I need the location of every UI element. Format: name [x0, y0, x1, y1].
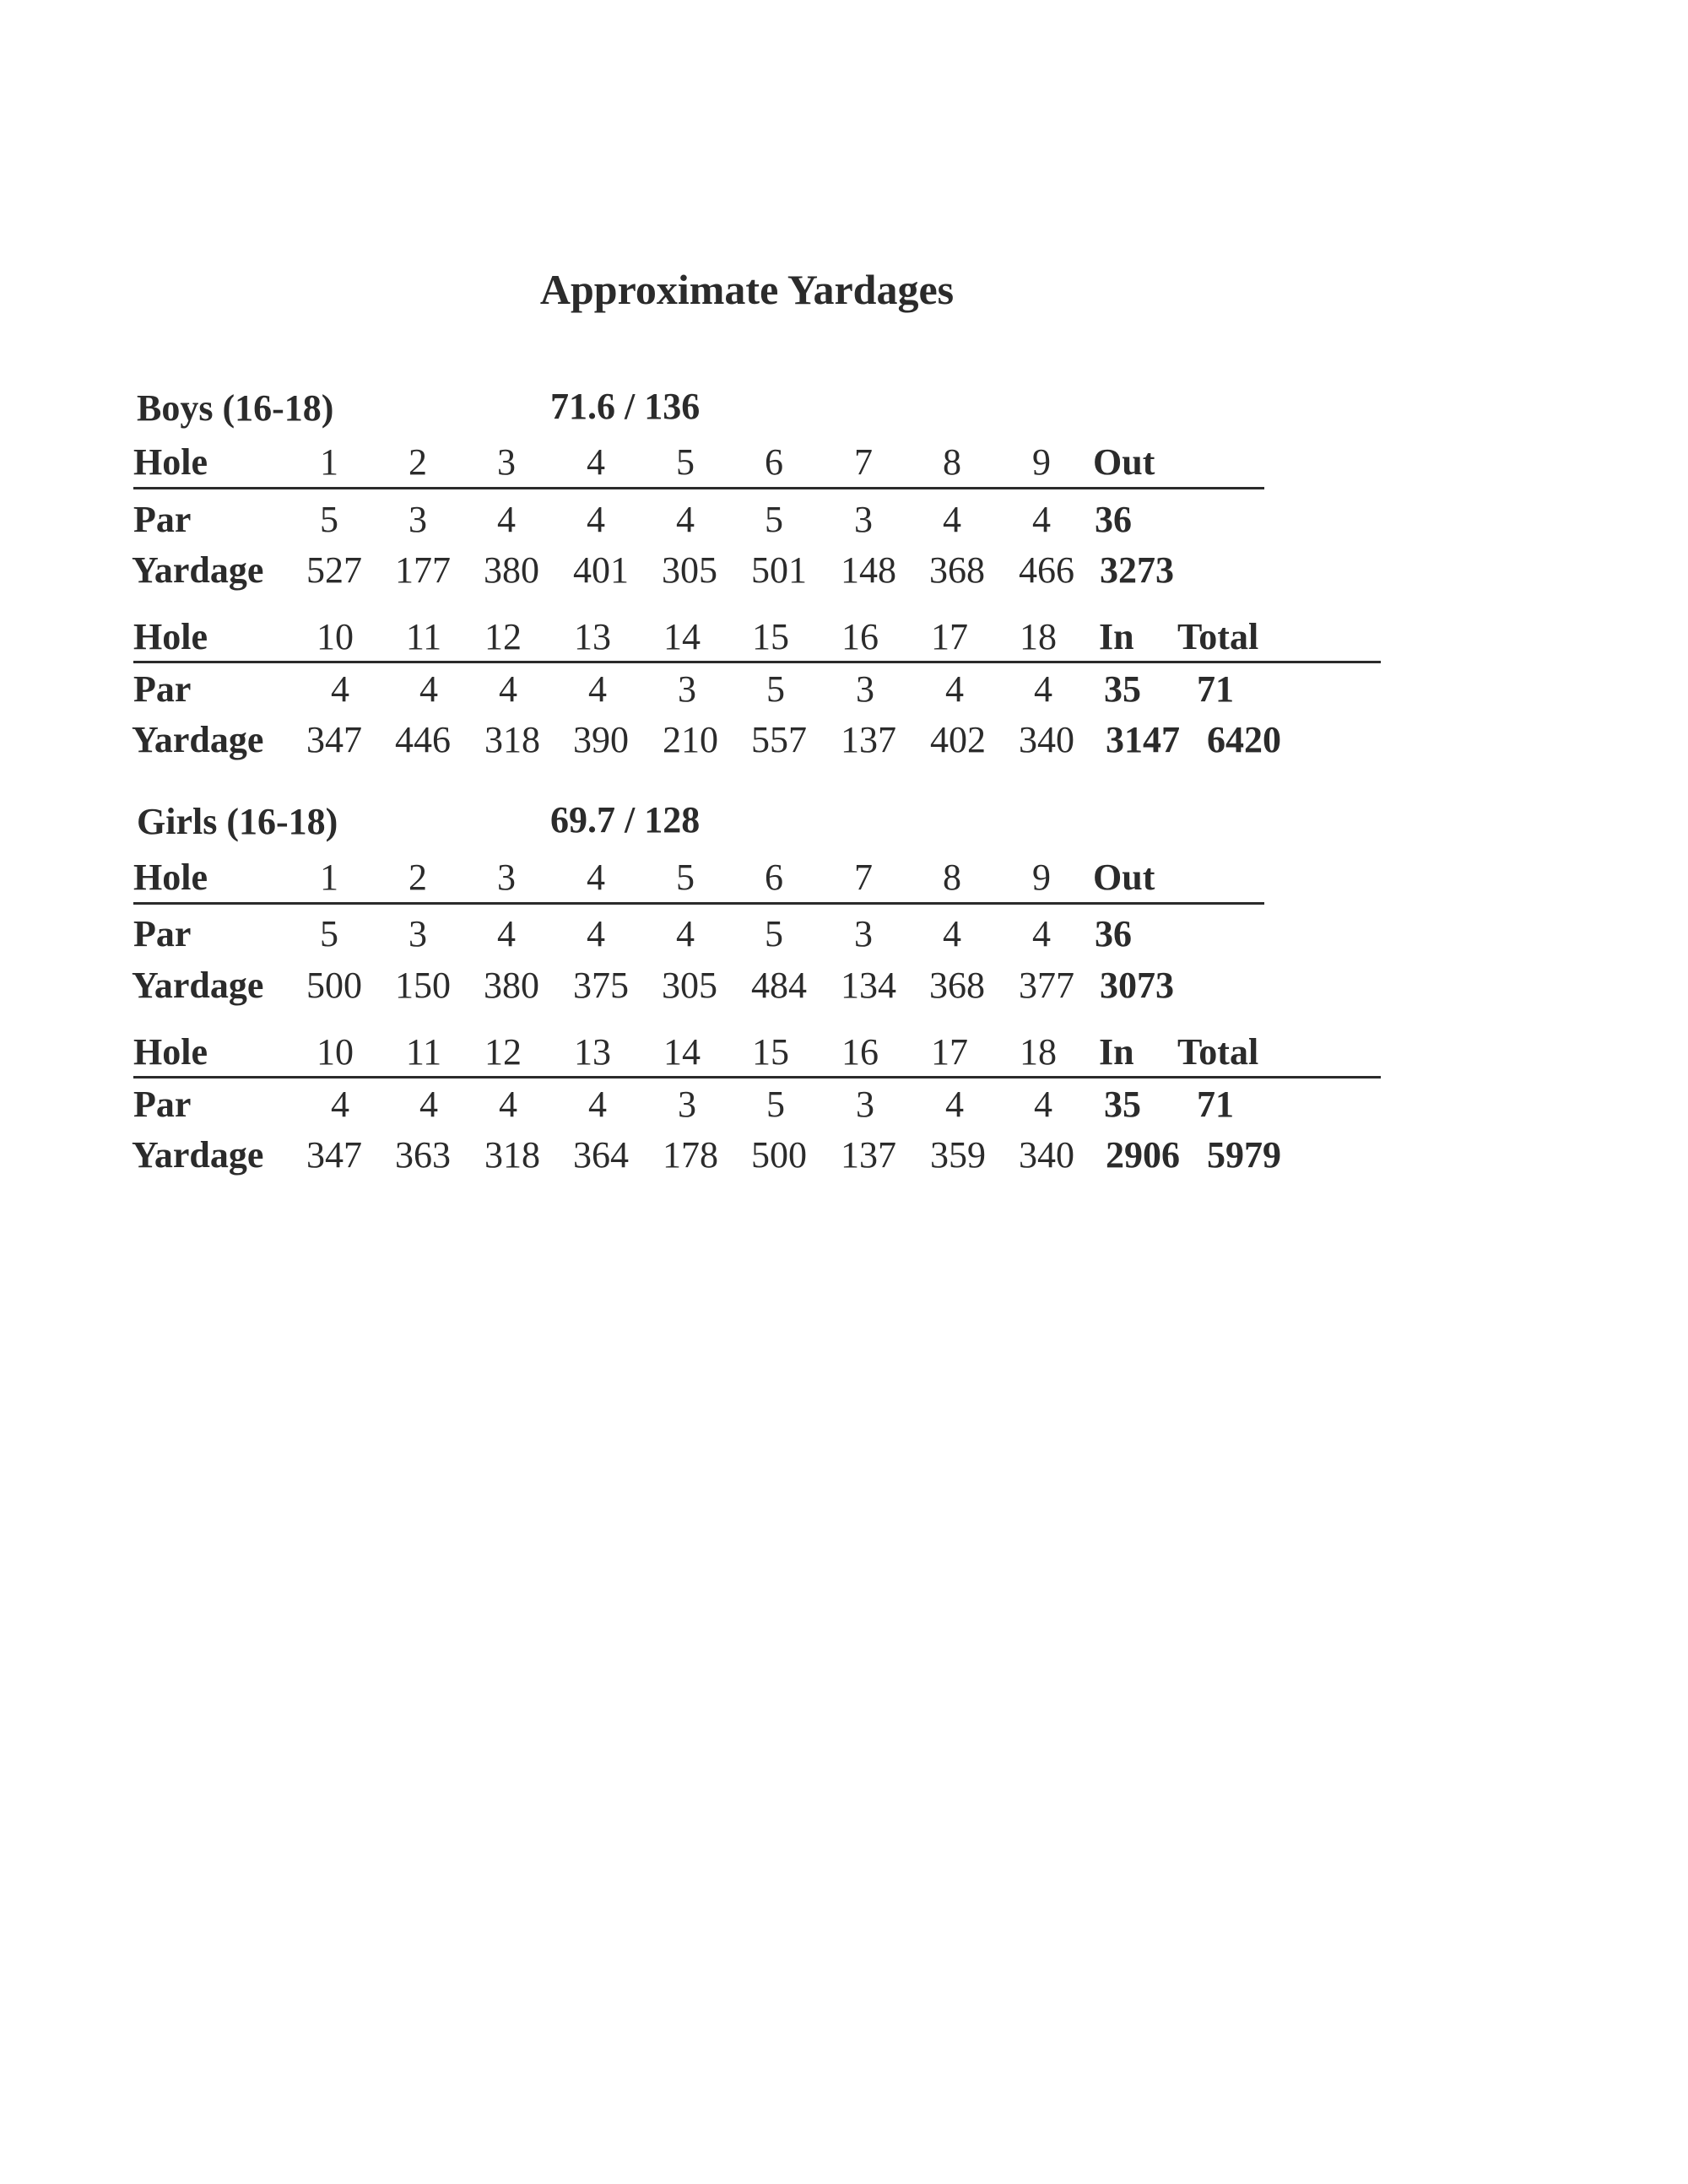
- par-value: 4: [943, 913, 961, 954]
- hole-number: 15: [752, 1031, 789, 1073]
- yardage-total: 6420: [1207, 719, 1281, 760]
- hole-number: 4: [587, 857, 605, 898]
- par-label: Par: [133, 1084, 192, 1125]
- back-yardage-row: [0, 1134, 1688, 1179]
- par-value: 5: [765, 913, 783, 954]
- hole-label: Hole: [133, 616, 208, 657]
- hole-number: 1: [320, 441, 338, 483]
- front-hole-row: [0, 859, 1688, 901]
- par-value: 4: [419, 1084, 438, 1125]
- yardage-value: 527: [306, 549, 362, 591]
- par-value: 4: [1034, 1084, 1052, 1125]
- front-hole-row: [0, 441, 1688, 486]
- yardage-value: 363: [395, 1134, 451, 1176]
- yardage-value: 368: [929, 965, 985, 1006]
- par-value: 3: [856, 668, 874, 710]
- hole-number: 10: [316, 1031, 354, 1073]
- par-value: 4: [497, 913, 516, 954]
- course-rating: 69.7 / 128: [550, 799, 701, 841]
- header-rule: [133, 487, 1264, 489]
- hole-number: 7: [854, 441, 873, 483]
- par-value: 4: [943, 499, 961, 540]
- yardage-value: 375: [573, 965, 629, 1006]
- total-label: Total: [1177, 1031, 1259, 1073]
- hole-number: 9: [1032, 857, 1051, 898]
- in-label: In: [1099, 1031, 1134, 1073]
- yardage-value: 380: [484, 965, 539, 1006]
- front-yardage-row: [0, 549, 1688, 594]
- yardage-label: Yardage: [132, 1134, 264, 1176]
- hole-number: 18: [1020, 616, 1057, 657]
- par-in: 35: [1104, 668, 1141, 710]
- par-value: 5: [766, 668, 785, 710]
- par-label: Par: [133, 499, 192, 540]
- yardage-value: 177: [395, 549, 451, 591]
- yardage-value: 402: [930, 719, 986, 760]
- hole-number: 16: [841, 1031, 879, 1073]
- par-value: 4: [331, 668, 349, 710]
- yardage-value: 368: [929, 549, 985, 591]
- yardage-value: 178: [663, 1134, 718, 1176]
- yardage-out: 3273: [1100, 549, 1174, 591]
- hole-number: 1: [320, 857, 338, 898]
- par-value: 4: [499, 1084, 517, 1125]
- hole-number: 14: [663, 616, 701, 657]
- hole-number: 8: [943, 857, 961, 898]
- hole-number: 11: [405, 616, 442, 657]
- page-title: Approximate Yardages: [539, 266, 955, 313]
- yardage-value: 377: [1019, 965, 1074, 1006]
- yardage-value: 380: [484, 549, 539, 591]
- hole-number: 13: [574, 616, 611, 657]
- par-value: 4: [587, 913, 605, 954]
- par-value: 4: [945, 1084, 964, 1125]
- yardage-value: 137: [841, 719, 896, 760]
- hole-number: 4: [587, 441, 605, 483]
- par-value: 4: [1034, 668, 1052, 710]
- hole-number: 6: [765, 441, 783, 483]
- par-in: 35: [1104, 1084, 1141, 1125]
- front-par-row: [0, 913, 1688, 958]
- par-value: 4: [588, 1084, 607, 1125]
- yardage-value: 210: [663, 719, 718, 760]
- yardage-value: 347: [306, 719, 362, 760]
- yardage-value: 305: [662, 549, 717, 591]
- yardage-value: 137: [841, 1134, 896, 1176]
- yardage-value: 390: [573, 719, 629, 760]
- par-value: 3: [856, 1084, 874, 1125]
- hole-label: Hole: [133, 1031, 208, 1073]
- back-par-row: [0, 668, 1688, 713]
- section-name: Girls (16-18): [137, 801, 338, 842]
- total-label: Total: [1177, 616, 1259, 657]
- yardage-value: 501: [751, 549, 807, 591]
- par-value: 3: [408, 913, 427, 954]
- par-value: 3: [408, 499, 427, 540]
- par-value: 3: [854, 913, 873, 954]
- hole-number: 5: [676, 441, 695, 483]
- hole-number: 12: [484, 1031, 522, 1073]
- yardage-total: 5979: [1207, 1134, 1281, 1176]
- yardage-value: 148: [841, 549, 896, 591]
- yardage-value: 340: [1019, 1134, 1074, 1176]
- out-label: Out: [1093, 857, 1155, 898]
- par-value: 4: [945, 668, 964, 710]
- yardage-value: 340: [1019, 719, 1074, 760]
- par-label: Par: [133, 913, 192, 954]
- yardage-in: 2906: [1106, 1134, 1180, 1176]
- par-label: Par: [133, 668, 192, 710]
- par-value: 5: [765, 499, 783, 540]
- hole-number: 5: [676, 857, 695, 898]
- yardage-value: 557: [751, 719, 807, 760]
- hole-number: 17: [931, 1031, 968, 1073]
- yardage-value: 484: [751, 965, 807, 1006]
- hole-number: 3: [497, 441, 516, 483]
- yardage-value: 401: [573, 549, 629, 591]
- yardage-value: 305: [662, 965, 717, 1006]
- par-value: 4: [497, 499, 516, 540]
- yardage-value: 134: [841, 965, 896, 1006]
- par-value: 4: [419, 668, 438, 710]
- hole-number: 18: [1020, 1031, 1057, 1073]
- hole-number: 2: [408, 441, 427, 483]
- yardage-value: 318: [484, 719, 540, 760]
- hole-label: Hole: [133, 857, 208, 898]
- in-label: In: [1099, 616, 1134, 657]
- par-value: 3: [854, 499, 873, 540]
- hole-number: 12: [484, 616, 522, 657]
- yardage-value: 446: [395, 719, 451, 760]
- yardage-label: Yardage: [132, 719, 264, 760]
- header-rule: [133, 1076, 1381, 1078]
- par-value: 5: [320, 499, 338, 540]
- yardage-value: 347: [306, 1134, 362, 1176]
- header-rule: [133, 661, 1381, 663]
- hole-number: 6: [765, 857, 783, 898]
- par-total: 71: [1197, 668, 1234, 710]
- yardage-in: 3147: [1106, 719, 1180, 760]
- yardage-out: 3073: [1100, 965, 1174, 1006]
- header-rule: [133, 902, 1264, 905]
- par-total: 71: [1197, 1084, 1234, 1125]
- yardage-label: Yardage: [132, 965, 264, 1006]
- par-value: 4: [499, 668, 517, 710]
- hole-number: 3: [497, 857, 516, 898]
- back-par-row: [0, 1086, 1688, 1128]
- par-value: 5: [320, 913, 338, 954]
- yardage-value: 359: [930, 1134, 986, 1176]
- out-label: Out: [1093, 441, 1155, 483]
- par-value: 4: [676, 913, 695, 954]
- yardage-value: 318: [484, 1134, 540, 1176]
- hole-label: Hole: [133, 441, 208, 483]
- par-out: 36: [1095, 499, 1132, 540]
- back-hole-row: [0, 616, 1688, 661]
- par-value: 4: [1032, 913, 1051, 954]
- par-value: 5: [766, 1084, 785, 1125]
- par-value: 4: [587, 499, 605, 540]
- yardage-value: 500: [306, 965, 362, 1006]
- yardage-value: 364: [573, 1134, 629, 1176]
- hole-number: 14: [663, 1031, 701, 1073]
- hole-number: 8: [943, 441, 961, 483]
- par-value: 3: [678, 668, 696, 710]
- section-name: Boys (16-18): [137, 387, 334, 429]
- yardage-value: 150: [395, 965, 451, 1006]
- hole-number: 10: [316, 616, 354, 657]
- par-value: 4: [588, 668, 607, 710]
- yardage-value: 500: [751, 1134, 807, 1176]
- hole-number: 13: [574, 1031, 611, 1073]
- hole-number: 2: [408, 857, 427, 898]
- hole-number: 11: [405, 1031, 442, 1073]
- yardage-value: 466: [1019, 549, 1074, 591]
- par-value: 3: [678, 1084, 696, 1125]
- par-out: 36: [1095, 913, 1132, 954]
- par-value: 4: [331, 1084, 349, 1125]
- par-value: 4: [676, 499, 695, 540]
- hole-number: 17: [931, 616, 968, 657]
- course-rating: 71.6 / 136: [550, 386, 701, 427]
- yardage-label: Yardage: [132, 549, 264, 591]
- par-value: 4: [1032, 499, 1051, 540]
- hole-number: 16: [841, 616, 879, 657]
- back-yardage-row: [0, 719, 1688, 764]
- hole-number: 15: [752, 616, 789, 657]
- front-par-row: [0, 501, 1688, 543]
- back-hole-row: [0, 1031, 1688, 1076]
- hole-number: 9: [1032, 441, 1051, 483]
- hole-number: 7: [854, 857, 873, 898]
- front-yardage-row: [0, 967, 1688, 1009]
